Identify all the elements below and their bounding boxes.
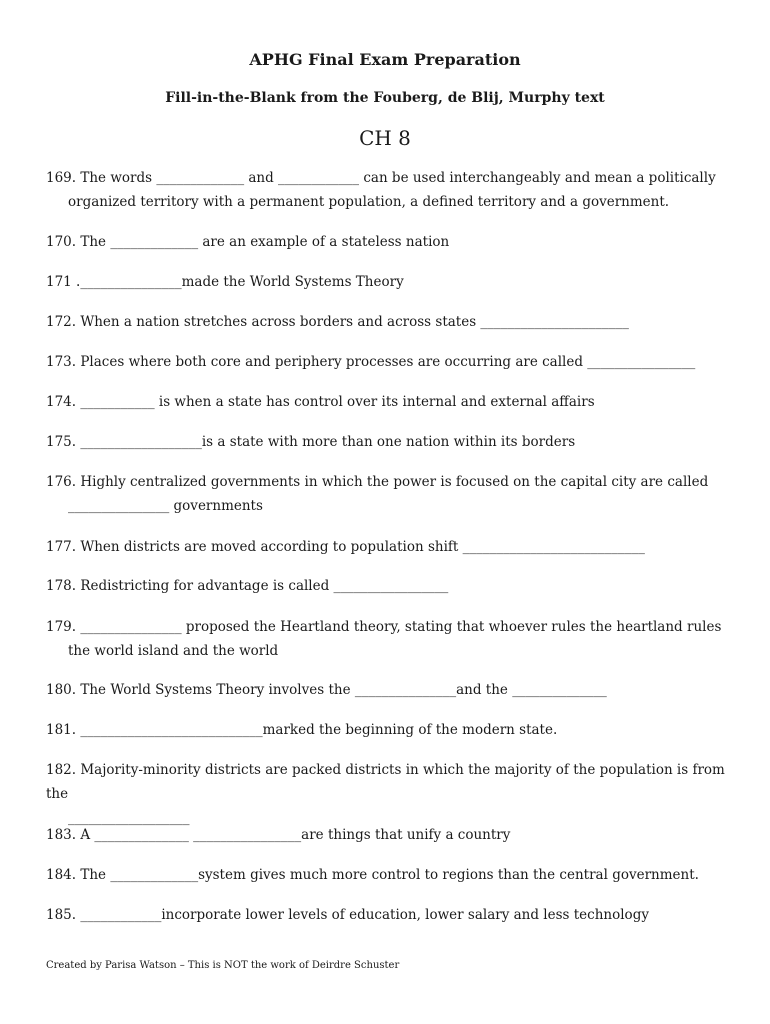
question-176 (46, 470, 736, 518)
question-185 (46, 903, 736, 927)
question-180 (46, 678, 736, 702)
question-continuation: _______________ governments (68, 498, 263, 514)
question-text: 179. _______________ proposed the Heartland theory, stating that whoever rules the heartland rules (46, 619, 722, 635)
question-text: 182. Majority-minority districts are packed districts in which the majority of the population is from the (46, 762, 725, 802)
page-title: APHG Final Exam Preparation (249, 50, 521, 69)
question-text: 174. ___________ is when a state has control over its internal and external affairs (46, 394, 595, 410)
question-text: 170. The _____________ are an example of a stateless nation (46, 234, 450, 250)
question-text: 177. When districts are moved according to population shift ___________________________ (46, 539, 645, 555)
question-169 (46, 166, 736, 214)
page-subtitle: Fill-in-the-Blank from the Fouberg, de Blij, Murphy text (165, 90, 605, 106)
question-text: 175. __________________is a state with more than one nation within its borders (46, 434, 576, 450)
question-continuation: __________________ (68, 810, 190, 826)
question-181 (46, 718, 736, 742)
question-text: 180. The World Systems Theory involves the _______________and the ______________ (46, 682, 607, 698)
question-179 (46, 615, 736, 663)
question-171 (46, 270, 736, 294)
question-text: 185. ____________incorporate lower levels of education, lower salary and less technology (46, 907, 649, 923)
question-continuation: organized territory with a permanent population, a defined territory and a government. (68, 194, 670, 210)
chapter-heading: CH 8 (359, 126, 411, 150)
question-text: 172. When a nation stretches across borders and across states ______________________ (46, 314, 629, 330)
question-183 (46, 823, 736, 847)
question-text: 184. The _____________system gives much more control to regions than the central government. (46, 867, 699, 883)
question-178 (46, 574, 736, 598)
question-continuation: the world island and the world (68, 643, 279, 659)
question-174 (46, 390, 736, 414)
question-text: 169. The words _____________ and ____________ can be used interchangeably and mean a politically (46, 170, 716, 186)
question-173 (46, 350, 736, 374)
question-text: 183. A ______________ ________________are things that unify a country (46, 827, 511, 843)
question-184 (46, 863, 736, 887)
question-text: 178. Redistricting for advantage is called _________________ (46, 578, 449, 594)
question-182 (46, 758, 736, 830)
question-text: 176. Highly centralized governments in which the power is focused on the capital city are called (46, 474, 709, 490)
question-172 (46, 310, 736, 334)
question-text: 171 ._______________made the World Systems Theory (46, 274, 404, 290)
question-170 (46, 230, 736, 254)
question-175 (46, 430, 736, 454)
question-text: 173. Places where both core and periphery processes are occurring are called ________________ (46, 354, 696, 370)
footer-credit: Created by Parisa Watson – This is NOT the work of Deirdre Schuster (46, 960, 400, 971)
question-177 (46, 535, 736, 559)
question-text: 181. ___________________________marked the beginning of the modern state. (46, 722, 558, 738)
